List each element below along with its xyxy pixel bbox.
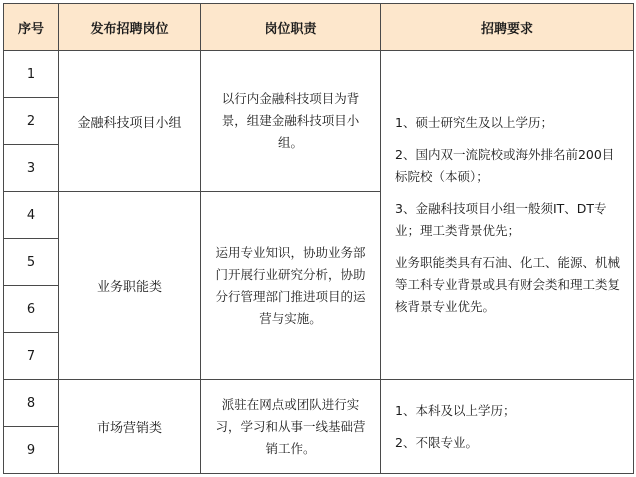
- header-seq: 序号: [4, 4, 59, 51]
- row-number: 5: [4, 239, 59, 286]
- table-row: [4, 380, 634, 427]
- recruitment-table: [3, 3, 634, 474]
- requirements-graduate: [381, 51, 634, 380]
- duties-marketing: 派驻在网点或团队进行实习，学习和从事一线基础营销工作。: [201, 380, 381, 474]
- row-number: 8: [4, 380, 59, 427]
- row-number: 4: [4, 192, 59, 239]
- row-number: 9: [4, 427, 59, 474]
- header-requirements: 招聘要求: [381, 4, 634, 51]
- table-header-row: [4, 4, 634, 51]
- requirement-item: 2、不限专业。: [395, 434, 478, 450]
- position-business: 业务职能类: [59, 192, 201, 380]
- position-marketing: 市场营销类: [59, 380, 201, 474]
- row-number: 3: [4, 145, 59, 192]
- header-position: 发布招聘岗位: [59, 4, 201, 51]
- requirement-item: 1、硕士研究生及以上学历；: [395, 115, 553, 130]
- requirement-item: 2、国内双一流院校或海外排名前200目标院校（本硕）；: [395, 147, 615, 184]
- requirements-undergraduate: [381, 380, 634, 474]
- row-number: 6: [4, 286, 59, 333]
- duties-fintech: 以行内金融科技项目为背景，组建金融科技项目小组。: [201, 51, 381, 192]
- duties-business: 运用专业知识，协助业务部门开展行业研究分析，协助分行管理部门推进项目的运营与实施。: [201, 192, 381, 380]
- row-number: 7: [4, 333, 59, 380]
- requirement-item: 3、金融科技项目小组一般须IT、DT专业；理工类背景优先；: [395, 201, 607, 238]
- requirement-item: 业务职能类具有石油、化工、能源、机械等工科专业背景或具有财会类和理工类复核背景专业优先。: [395, 255, 621, 314]
- header-duties: 岗位职责: [201, 4, 381, 51]
- row-number: 2: [4, 98, 59, 145]
- row-number: 1: [4, 51, 59, 98]
- position-fintech: 金融科技项目小组: [59, 51, 201, 192]
- requirement-item: 1、本科及以上学历；: [395, 402, 516, 418]
- table-row: [4, 51, 634, 98]
